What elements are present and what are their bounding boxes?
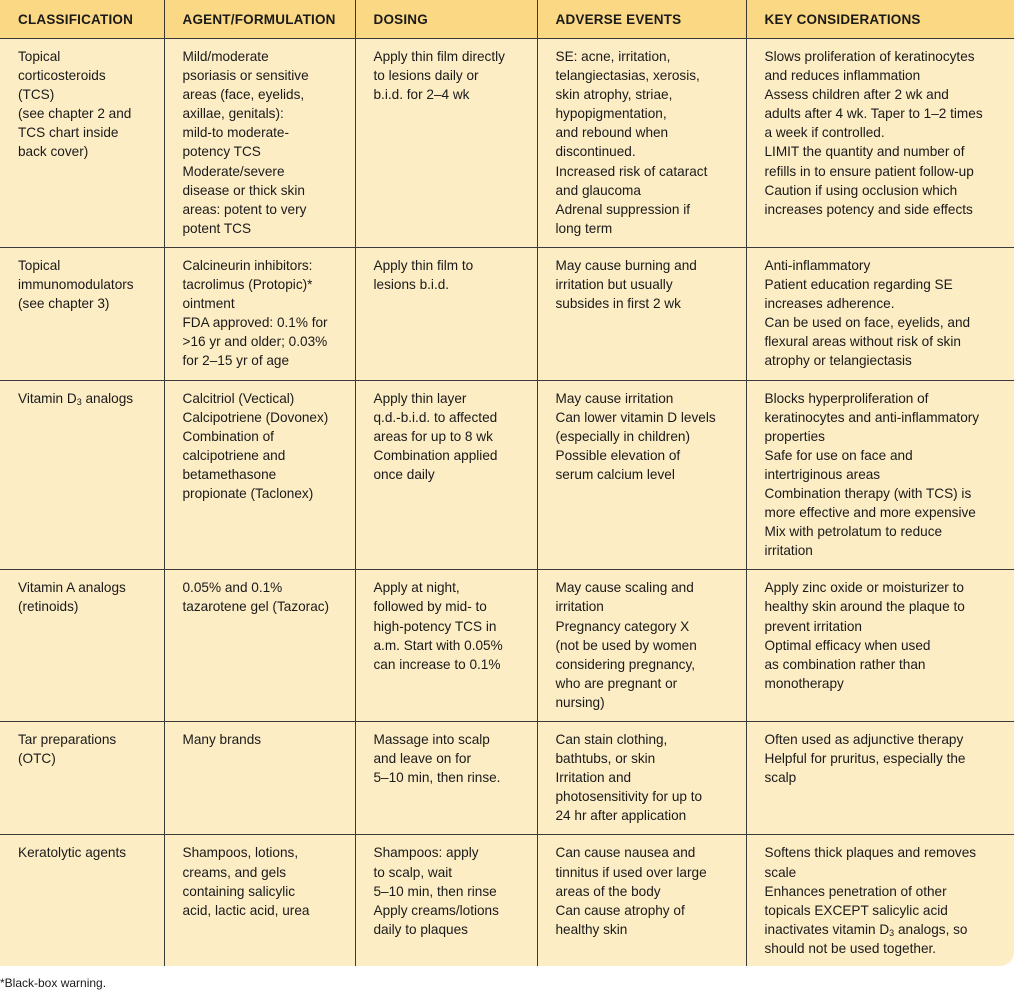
agent-formulation-cell: [164, 722, 355, 835]
cell-line: LIMIT the quantity and number of: [764, 144, 965, 160]
cell-line: irritation: [555, 599, 604, 615]
cell-line: Can lower vitamin D levels: [555, 409, 716, 425]
key-considerations-cell: [746, 247, 1014, 380]
cell-line: May cause scaling and: [555, 580, 694, 596]
cell-line: May cause irritation: [555, 390, 674, 406]
cell-line: q.d.-b.i.d. to affected: [373, 409, 498, 425]
table-body: [0, 39, 1014, 967]
cell-line: corticosteroids: [18, 68, 106, 84]
cell-line: and reduces inflammation: [764, 68, 921, 84]
cell-line: 0.05% and 0.1%: [182, 580, 283, 596]
cell-line: prevent irritation: [764, 618, 862, 634]
cell-line: Calcipotriene (Dovonex): [182, 409, 329, 425]
cell-line: axillae, genitals):: [182, 106, 284, 122]
classification-cell: [0, 835, 164, 966]
cell-line: creams, and gels: [182, 864, 287, 880]
table-header-row: [0, 0, 1014, 39]
cell-line: Tar preparations: [18, 732, 117, 747]
cell-line: discontinued.: [555, 144, 636, 160]
cell-line: Increased risk of cataract: [555, 163, 708, 179]
cell-line: (OTC): [18, 751, 56, 767]
key-considerations-cell: [746, 39, 1014, 248]
cell-line: (retinoids): [18, 599, 79, 615]
cell-line: Combination applied: [373, 447, 498, 463]
cell-line: 5–10 min, then rinse.: [373, 770, 501, 786]
cell-line: irritation: [764, 543, 813, 559]
agent-formulation-cell: [164, 835, 355, 966]
cell-line: (not be used by women: [555, 637, 697, 653]
table-row: [0, 39, 1014, 248]
cell-line: and glaucoma: [555, 182, 641, 198]
cell-line: b.i.d. for 2–4 wk: [373, 87, 470, 103]
cell-line: Enhances penetration of other: [764, 883, 947, 899]
footnote: *Black-box warning.: [0, 976, 107, 990]
cell-line: Pregnancy category X: [555, 618, 690, 634]
cell-line: Anti-inflammatory: [764, 257, 871, 273]
cell-line: healthy skin: [555, 921, 628, 937]
cell-line: Apply zinc oxide or moisturizer to: [764, 580, 964, 596]
cell-line: followed by mid- to: [373, 599, 487, 615]
cell-line: Can be used on face, eyelids, and: [764, 315, 971, 331]
cell-line: Apply thin film to: [373, 257, 474, 273]
cell-line: Topical: [18, 49, 61, 64]
cell-line: areas for up to 8 wk: [373, 428, 493, 444]
table-row: [0, 722, 1014, 835]
classification-cell: [0, 247, 164, 380]
dosing-cell: [355, 380, 537, 570]
cell-line: to scalp, wait: [373, 864, 453, 880]
cell-line: Apply at night,: [373, 580, 460, 596]
cell-line: Mild/moderate: [182, 49, 269, 64]
cell-line: 24 hr after application: [555, 808, 687, 824]
cell-line: bathtubs, or skin: [555, 751, 656, 767]
cell-line: Can cause atrophy of: [555, 902, 685, 918]
cell-line: Possible elevation of: [555, 447, 681, 463]
adverse-events-cell: [537, 247, 746, 380]
cell-line: >16 yr and older; 0.03%: [182, 334, 328, 350]
agent-formulation-cell: [164, 380, 355, 570]
cell-line: to lesions daily or: [373, 68, 479, 84]
cell-line: hypopigmentation,: [555, 106, 667, 122]
cell-line: properties: [764, 428, 825, 444]
classification-cell: [0, 570, 164, 722]
cell-line: Can cause nausea and: [555, 845, 696, 861]
cell-line: Combination therapy (with TCS) is: [764, 485, 972, 501]
table-row: [0, 247, 1014, 380]
cell-line: Calcineurin inhibitors:: [182, 257, 313, 273]
cell-line: daily to plaques: [373, 921, 468, 937]
table-row: [0, 380, 1014, 570]
cell-line: Patient education regarding SE: [764, 277, 953, 293]
cell-line: can increase to 0.1%: [373, 656, 501, 672]
cell-line: (TCS): [18, 87, 55, 103]
cell-line: potency TCS: [182, 144, 261, 160]
cell-line: telangiectasias, xerosis,: [555, 68, 700, 84]
cell-line: back cover): [18, 144, 89, 160]
cell-line: Combination of: [182, 428, 274, 444]
cell-line: Apply creams/lotions: [373, 902, 499, 918]
cell-line: Adrenal suppression if: [555, 201, 691, 217]
cell-line: skin atrophy, striae,: [555, 87, 673, 103]
cell-line: containing salicylic: [182, 883, 296, 899]
adverse-events-cell: [537, 570, 746, 722]
cell-line: scalp: [764, 770, 797, 786]
dosing-cell: [355, 247, 537, 380]
dosing-cell: [355, 722, 537, 835]
cell-line: and rebound when: [555, 125, 669, 141]
cell-line: Moderate/severe: [182, 163, 285, 179]
cell-line: irritation but usually: [555, 277, 673, 293]
cell-line: a week if controlled.: [764, 125, 885, 141]
agent-formulation-cell: [164, 39, 355, 248]
cell-line: areas: potent to very: [182, 201, 307, 217]
cell-line: increases potency and side effects: [764, 201, 973, 217]
header-classification: CLASSIFICATION: [0, 0, 164, 39]
cell-line: psoriasis or sensitive: [182, 68, 309, 84]
key-considerations-cell: [746, 722, 1014, 835]
cell-line: photosensitivity for up to: [555, 789, 703, 805]
header-agent-formulation: AGENT/FORMULATION: [164, 0, 355, 39]
cell-line: Apply thin film directly: [373, 49, 505, 64]
cell-line: Caution if using occlusion which: [764, 182, 958, 198]
adverse-events-cell: [537, 835, 746, 966]
cell-line: calcipotriene and: [182, 447, 286, 463]
agent-formulation-cell: [164, 570, 355, 722]
adverse-events-cell: [537, 380, 746, 570]
cell-line: high-potency TCS in: [373, 618, 497, 634]
cell-line: a.m. Start with 0.05%: [373, 637, 503, 653]
classification-cell: [0, 722, 164, 835]
cell-line: Assess children after 2 wk and: [764, 87, 949, 103]
cell-line: should not be used together.: [764, 940, 937, 956]
cell-line: TCS chart inside: [18, 125, 119, 141]
cell-line: inactivates vitamin $D_3$ analogs, so: [764, 921, 968, 938]
cell-line: Many brands: [182, 732, 262, 747]
cell-line: tinnitus if used over large: [555, 864, 707, 880]
cell-line: Vitamin A analogs: [18, 580, 126, 596]
key-considerations-cell: [746, 835, 1014, 966]
dosing-cell: [355, 39, 537, 248]
cell-line: intertriginous areas: [764, 466, 881, 482]
cell-line: and leave on for: [373, 751, 471, 767]
cell-line: increases adherence.: [764, 296, 895, 312]
cell-line: Can stain clothing,: [555, 732, 668, 747]
cell-line: areas (face, eyelids,: [182, 87, 305, 103]
header-adverse-events: ADVERSE EVENTS: [537, 0, 746, 39]
cell-line: considering pregnancy,: [555, 656, 696, 672]
cell-line: Keratolytic agents: [18, 845, 127, 861]
cell-line: Slows proliferation of keratinocytes: [764, 49, 975, 64]
cell-line: Blocks hyperproliferation of: [764, 390, 929, 406]
cell-line: potent TCS: [182, 220, 252, 236]
cell-line: Massage into scalp: [373, 732, 490, 747]
cell-line: Topical: [18, 257, 61, 273]
cell-line: betamethasone: [182, 466, 277, 482]
cell-line: tacrolimus (Protopic)*: [182, 277, 313, 293]
cell-line: disease or thick skin: [182, 182, 305, 198]
cell-line: (especially in children): [555, 428, 690, 444]
cell-line: 5–10 min, then rinse: [373, 883, 497, 899]
cell-line: Shampoos: apply: [373, 845, 479, 861]
cell-line: acid, lactic acid, urea: [182, 902, 310, 918]
cell-line: subsides in first 2 wk: [555, 296, 681, 312]
cell-line: Apply thin layer: [373, 390, 467, 406]
cell-line: atrophy or telangiectasis: [764, 353, 912, 369]
cell-line: FDA approved: 0.1% for: [182, 315, 328, 331]
cell-line: monotherapy: [764, 675, 844, 691]
cell-line: ointment: [182, 296, 235, 312]
cell-line: once daily: [373, 466, 435, 482]
key-considerations-cell: [746, 380, 1014, 570]
agent-formulation-cell: [164, 247, 355, 380]
cell-line: Helpful for pruritus, especially the: [764, 751, 966, 767]
cell-line: lesions b.i.d.: [373, 277, 450, 293]
cell-line: Vitamin $D_3$ analogs: [18, 390, 134, 407]
cell-line: Mix with petrolatum to reduce: [764, 524, 943, 540]
classification-cell: [0, 39, 164, 248]
cell-line: long term: [555, 220, 613, 236]
cell-line: propionate (Taclonex): [182, 485, 314, 501]
cell-line: nursing): [555, 694, 605, 710]
header-dosing: DOSING: [355, 0, 537, 39]
cell-line: May cause burning and: [555, 257, 697, 273]
cell-line: mild-to moderate-: [182, 125, 290, 141]
cell-line: adults after 4 wk. Taper to 1–2 times: [764, 106, 983, 122]
key-considerations-cell: [746, 570, 1014, 722]
cell-line: who are pregnant or: [555, 675, 678, 691]
cell-line: Softens thick plaques and removes: [764, 845, 977, 861]
adverse-events-cell: [537, 39, 746, 248]
cell-line: tazarotene gel (Tazorac): [182, 599, 330, 615]
cell-line: (see chapter 2 and: [18, 106, 132, 122]
cell-line: as combination rather than: [764, 656, 926, 672]
cell-line: (see chapter 3): [18, 296, 110, 312]
table-row: [0, 835, 1014, 966]
cell-line: keratinocytes and anti-inflammatory: [764, 409, 980, 425]
cell-line: areas of the body: [555, 883, 661, 899]
cell-line: Optimal efficacy when used: [764, 637, 931, 653]
cell-line: refills in to ensure patient follow-up: [764, 163, 974, 179]
table-row: [0, 570, 1014, 722]
cell-line: more effective and more expensive: [764, 505, 976, 521]
cell-line: Irritation and: [555, 770, 632, 786]
cell-line: Shampoos, lotions,: [182, 845, 299, 861]
cell-line: flexural areas without risk of skin: [764, 334, 961, 350]
dosing-cell: [355, 570, 537, 722]
header-key-considerations: KEY CONSIDERATIONS: [746, 0, 1014, 39]
cell-line: Safe for use on face and: [764, 447, 913, 463]
cell-line: scale: [764, 864, 797, 880]
cell-line: SE: acne, irritation,: [555, 49, 671, 64]
cell-line: serum calcium level: [555, 466, 675, 482]
cell-line: healthy skin around the plaque to: [764, 599, 965, 615]
cell-line: topicals EXCEPT salicylic acid: [764, 902, 948, 918]
classification-cell: [0, 380, 164, 570]
cell-line: for 2–15 yr of age: [182, 353, 290, 369]
cell-line: immunomodulators: [18, 277, 134, 293]
cell-line: Often used as adjunctive therapy: [764, 732, 964, 747]
dosing-cell: [355, 835, 537, 966]
adverse-events-cell: [537, 722, 746, 835]
cell-line: Calcitriol (Vectical): [182, 390, 295, 406]
